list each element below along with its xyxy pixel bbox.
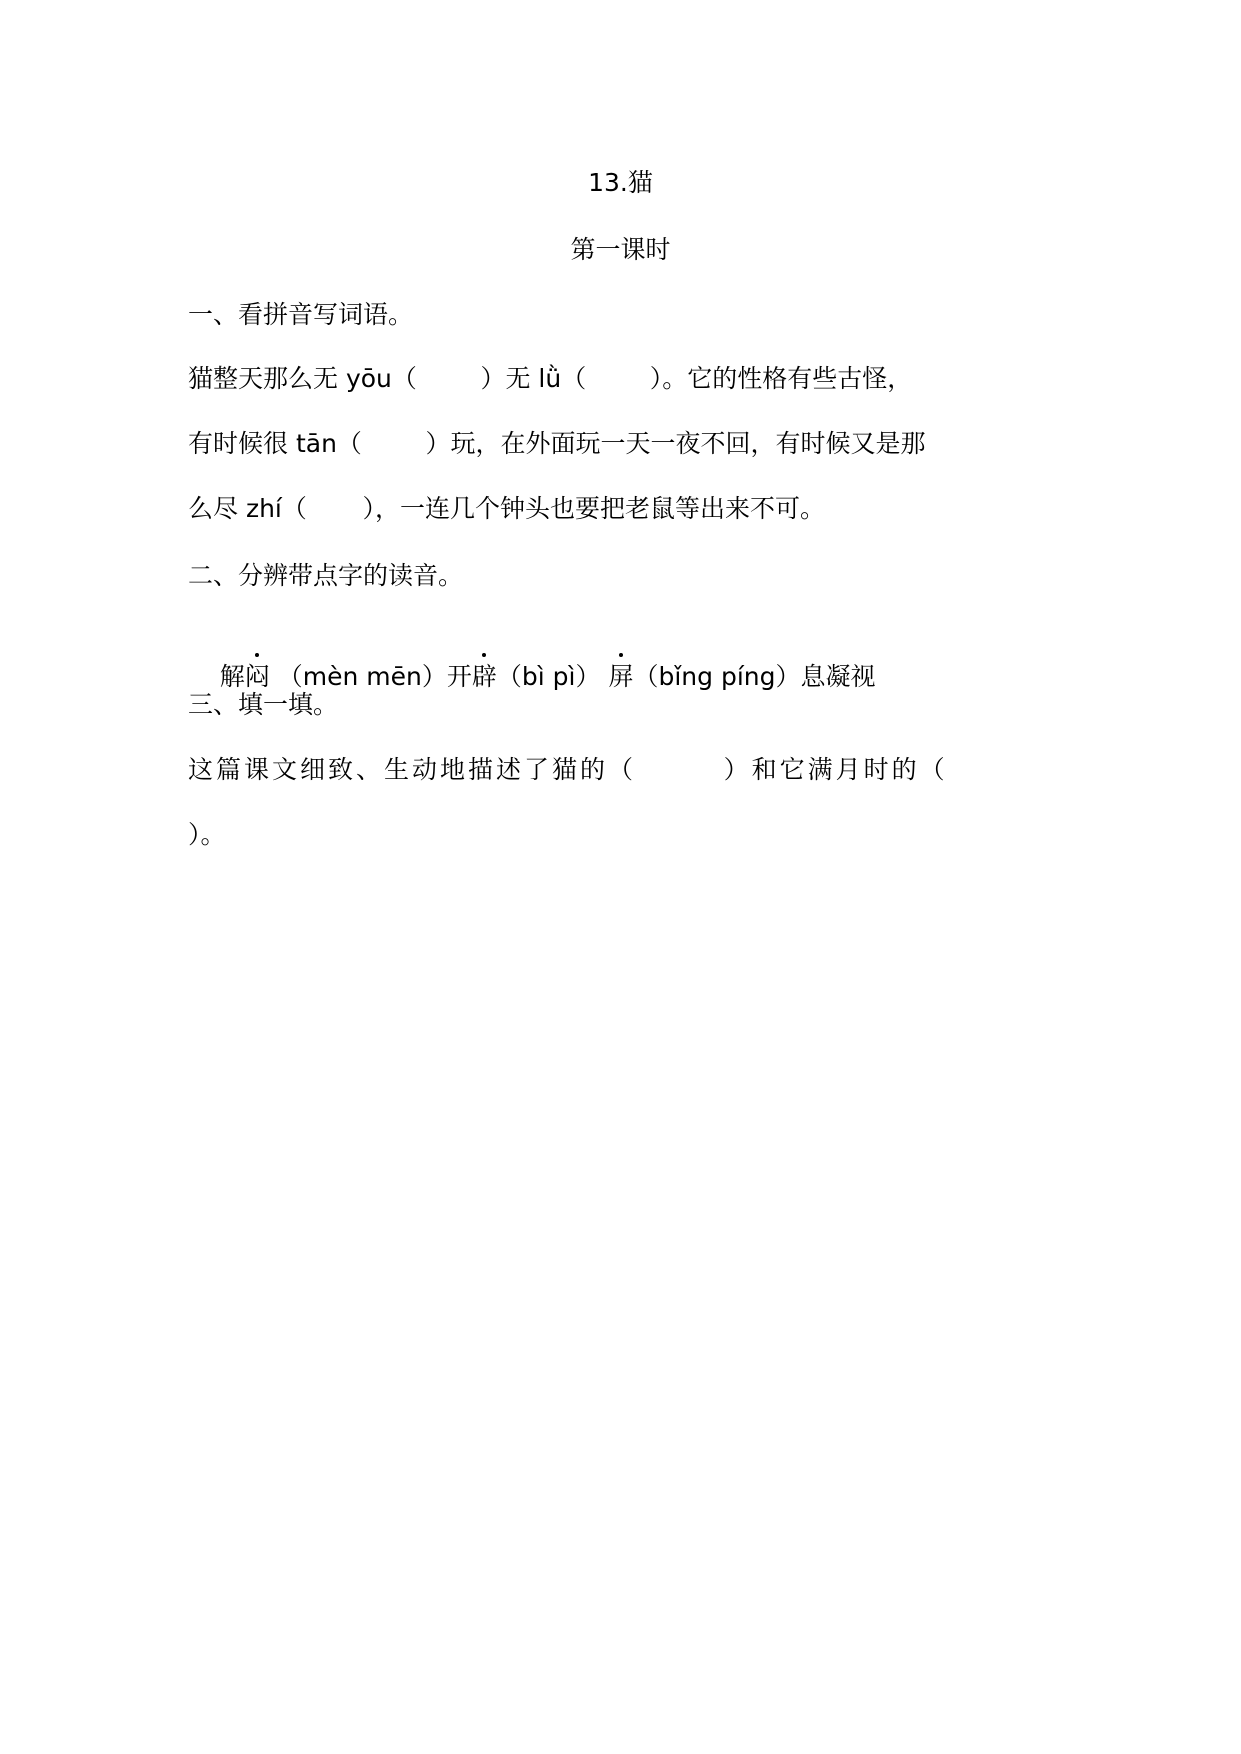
lesson-subtitle: 第一课时	[570, 235, 671, 264]
section-1-line-1: 猫整天那么无 yōu（ ）无 lǜ（ ）。它的性格有些古怪，	[188, 364, 913, 393]
section-1-heading: 一、看拼音写词语。	[188, 300, 414, 329]
item-1-before: 解	[219, 662, 245, 691]
section-3-heading: 三、填一填。	[188, 690, 339, 719]
item-3-after: （bǐng píng）息凝视	[633, 662, 876, 691]
item-1-dotted-char: 闷	[245, 660, 270, 694]
item-1-after: （mèn mēn）	[269, 662, 447, 691]
item-2-after: （bì pì）	[496, 662, 609, 691]
item-2-before: 开	[446, 662, 472, 691]
lesson-title: 13.猫	[588, 168, 653, 197]
item-3-dotted-char: 屏	[608, 660, 633, 694]
section-3-line-1: 这篇课文细致、生动地描述了猫的（ ）和它满月时的（	[188, 755, 948, 784]
section-2-heading: 二、分辨带点字的读音。	[188, 561, 464, 590]
section-3-line-2: ）。	[188, 820, 226, 849]
section-1-line-3: 么尽 zhí（ ），一连几个钟头也要把老鼠等出来不可。	[188, 494, 825, 523]
section-1-line-2: 有时候很 tān（ ）玩，在外面玩一天一夜不回，有时候又是那	[188, 429, 926, 458]
item-2-dotted-char: 辟	[472, 660, 497, 694]
